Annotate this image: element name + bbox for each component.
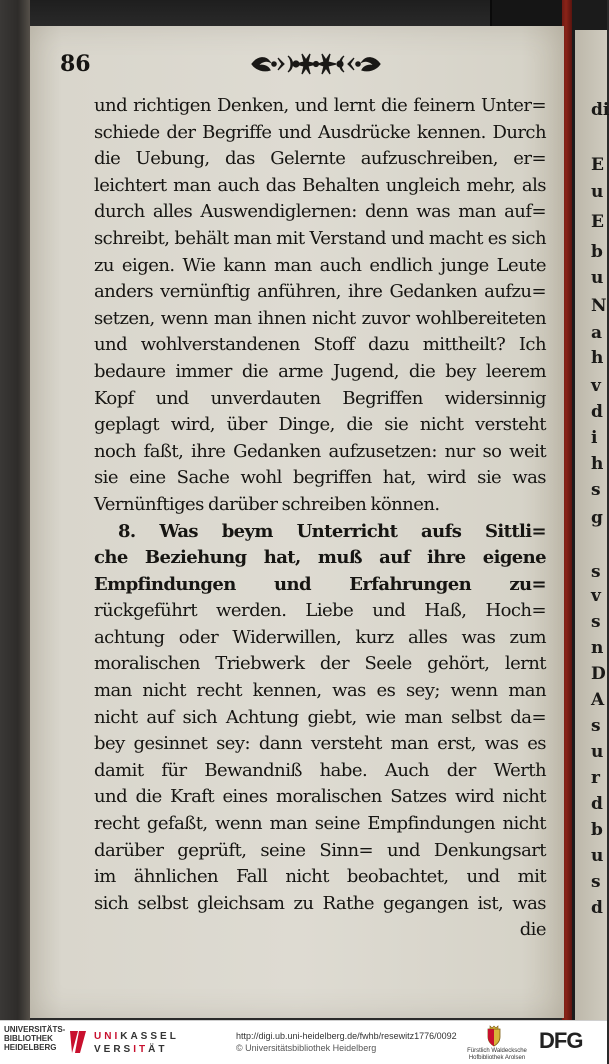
text-line: zu eigen. Wie kann man auch endlich junge Leute bbox=[94, 254, 546, 276]
next-page-fragment: i bbox=[591, 428, 598, 448]
next-page-fragment: s bbox=[591, 562, 601, 582]
copyright-notice: © Universitätsbibliothek Heidelberg bbox=[236, 1043, 377, 1053]
kassel-university-name[interactable] bbox=[94, 1030, 179, 1056]
text-line: darüber geprüft, seine Sinn= und Denkungsart bbox=[94, 839, 546, 861]
next-page-fragment: N bbox=[591, 296, 607, 316]
next-page-fragment: d bbox=[591, 898, 603, 918]
next-page-fragment: u bbox=[591, 846, 604, 866]
arolsen-crest-icon[interactable] bbox=[484, 1025, 504, 1047]
text-line: sie eine Sache wohl begriffen hat, wird sie was bbox=[94, 467, 546, 489]
text-line: im ähnlichen Fall nicht beobachtet, und mit bbox=[94, 866, 546, 888]
text-line: che Beziehung hat, muß auf ihre eigene bbox=[94, 547, 546, 569]
page-number: 86 bbox=[60, 51, 91, 77]
next-page-fragment: D bbox=[591, 664, 606, 684]
kassel-it: IT bbox=[133, 1044, 149, 1055]
permalink-url[interactable]: http://digi.ub.uni-heidelberg.de/fwhb/resewitz1776/0092 bbox=[236, 1031, 457, 1041]
next-page-fragment: v bbox=[591, 376, 601, 396]
text-line: man nicht recht kennen, was es sey; wenn man bbox=[94, 680, 546, 702]
arolsen-library-name bbox=[466, 1048, 528, 1062]
page-text-block bbox=[94, 93, 546, 944]
next-page-fragment: u bbox=[591, 742, 604, 762]
next-page-fragment: s bbox=[591, 716, 601, 736]
text-line: leichtert man auch das Behalten ungleich mehr, als bbox=[94, 174, 546, 196]
kassel-at: ÄT bbox=[148, 1044, 168, 1055]
crest-line: Fürstlich Waldecksche bbox=[467, 1048, 527, 1054]
text-line: die bbox=[519, 919, 546, 941]
text-line: Vernünftiges darüber schreiben können. bbox=[94, 493, 440, 515]
text-line: durch alles Auswendiglernen: denn was man auf= bbox=[94, 201, 546, 223]
next-page-fragment: b bbox=[591, 820, 603, 840]
text-line: Kopf und unverdauten Begriffen widersinnig bbox=[94, 387, 546, 409]
text-line: bey gesinnet sey: dann versteht man erst, was es bbox=[94, 733, 546, 755]
text-line: geplagt wird, über Dinge, die sie nicht versteht bbox=[94, 414, 546, 436]
next-page-fragment: s bbox=[591, 480, 601, 500]
next-page-fragment: E bbox=[591, 212, 604, 232]
next-page-fragment: A bbox=[591, 690, 605, 710]
next-page-fragment: g bbox=[591, 508, 603, 528]
library-name-line: BIBLIOTHEK bbox=[4, 1034, 53, 1043]
text-line: achtung oder Widerwillen, kurz alles was zum bbox=[94, 626, 546, 648]
next-page-fragment: E bbox=[591, 155, 604, 175]
text-line: 8. Was beym Unterricht aufs Sittli= bbox=[118, 520, 546, 542]
next-page-fragment: v bbox=[591, 586, 601, 606]
kassel-logo-icon[interactable] bbox=[68, 1029, 88, 1055]
text-line: rückgeführt werden. Liebe und Haß, Hoch= bbox=[94, 600, 546, 622]
next-page-edge bbox=[575, 30, 607, 1020]
next-page-fragment: d bbox=[591, 402, 603, 422]
text-line: die Uebung, das Gelernte aufzuschreiben, er= bbox=[94, 148, 546, 170]
text-line: sich selbst gleichsam zu Rathe gegangen ist, was bbox=[94, 892, 546, 914]
text-line: schiede der Begriffe und Ausdrücke kennen. Durch bbox=[94, 121, 546, 143]
library-name-line: HEIDELBERG bbox=[4, 1043, 57, 1052]
text-line: recht gefaßt, wenn man seine Empfindungen nicht bbox=[94, 813, 546, 835]
scan-left-edge bbox=[0, 0, 30, 1020]
text-line: bedaure immer die arme Jugend, die bey leerem bbox=[94, 360, 546, 382]
text-line: und die Kraft eines moralischen Satzes wird nicht bbox=[94, 786, 546, 808]
text-line: setzen, wenn man ihnen nicht zuvor wohlbereiteten bbox=[94, 307, 546, 329]
text-line: noch faßt, ihre Gedanken aufzusetzen: nur so weit bbox=[94, 440, 546, 462]
next-page-fragment: h bbox=[591, 348, 604, 368]
text-line: Empfindungen und Erfahrungen zu= bbox=[94, 573, 546, 595]
text-line: moralischen Triebwerk der Seele gehört, lernt bbox=[94, 653, 546, 675]
next-page-fragment: n bbox=[591, 638, 604, 658]
footer-bar bbox=[0, 1020, 607, 1064]
text-line: nicht auf sich Achtung giebt, wie man selbst da= bbox=[94, 706, 546, 728]
text-line: schreibt, behält man mit Verstand und macht es sich bbox=[94, 227, 546, 249]
text-line: anders vernünftig anführen, ihre Gedanken aufzu= bbox=[94, 281, 546, 303]
next-page-fragment: a bbox=[591, 323, 603, 343]
text-line: und wohlverstandenen Stoff dazu mittheilt? Ich bbox=[94, 334, 546, 356]
dfg-logo[interactable]: DFG bbox=[539, 1028, 583, 1053]
next-page-fragment: u bbox=[591, 268, 604, 288]
next-page-fragment: h bbox=[591, 454, 604, 474]
next-page-fragment: d bbox=[591, 794, 603, 814]
next-page-fragment: b bbox=[591, 242, 603, 262]
crest-line: Hofbibliothek Arolsen bbox=[468, 1055, 526, 1061]
next-page-fragment: s bbox=[591, 612, 601, 632]
heidelberg-library-logo[interactable] bbox=[4, 1025, 65, 1052]
kassel-city: KASSEL bbox=[120, 1031, 179, 1042]
floral-ornament-icon bbox=[248, 50, 384, 78]
next-page-fragment: u bbox=[591, 182, 604, 202]
text-line: damit für Bewandniß habe. Auch der Werth bbox=[94, 759, 546, 781]
next-page-fragment: di bbox=[591, 100, 609, 120]
next-page-fragment: s bbox=[591, 872, 601, 892]
kassel-uni: UNI bbox=[94, 1031, 121, 1042]
library-name-line: UNIVERSITÄTS- bbox=[4, 1025, 66, 1034]
next-page-fragment: r bbox=[591, 768, 600, 788]
kassel-vers: VERS bbox=[94, 1044, 134, 1055]
text-line: und richtigen Denken, und lernt die feinern Unter= bbox=[94, 95, 546, 116]
